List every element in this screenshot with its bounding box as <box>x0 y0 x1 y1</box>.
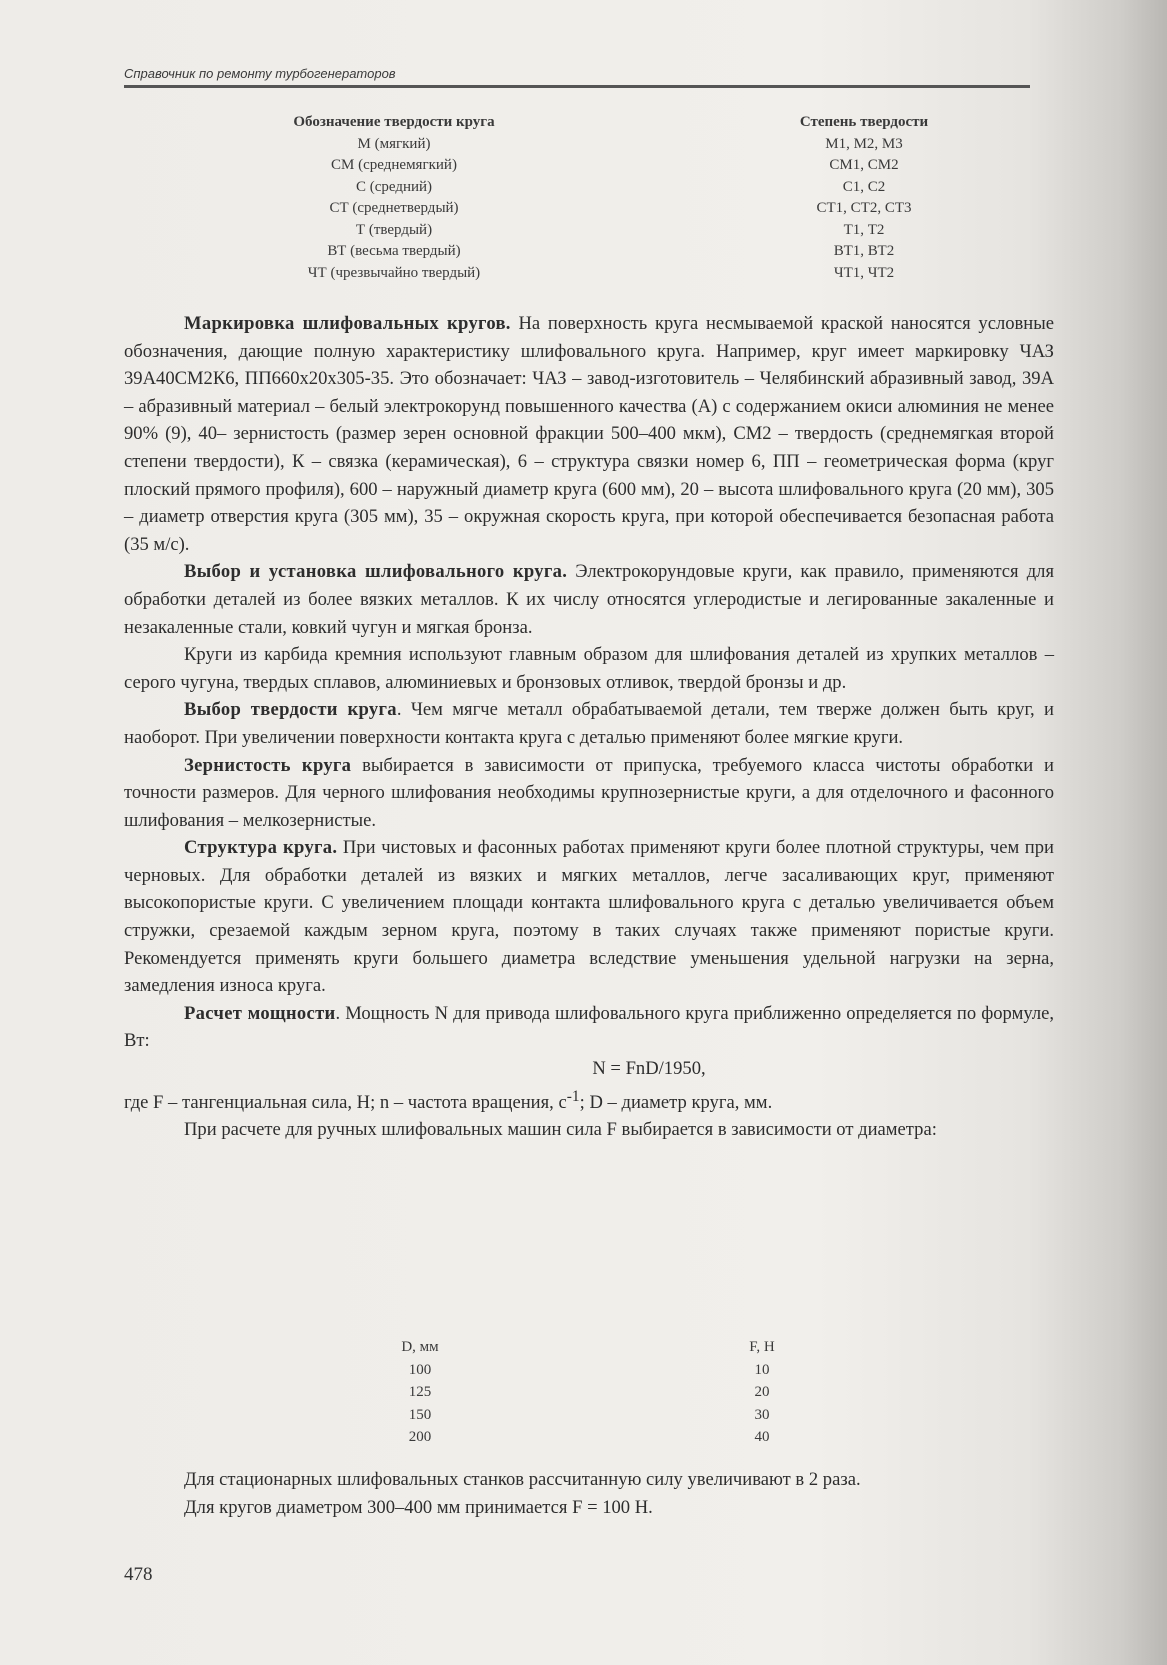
hardness-row-name: Т (твердый) <box>355 221 433 238</box>
hardness-row-grade: Т1, Т2 <box>843 221 885 238</box>
hardness-row-grade: СМ1, СМ2 <box>829 157 899 173</box>
paragraph-where <box>124 1083 1054 1117</box>
force-row-f: 40 <box>754 1429 770 1445</box>
marking-text: На поверхность круга несмываемой краской наносятся условные обозначения, дающие полную характеристику шлифовального круга. Например, круг имеет маркировку ЧАЗ 39А40СМ2К6, ПП660х20х305-35. Это обозначает: ЧАЗ – завод-изготовитель – Челябинский абразивный завод, 39А – абразивный материал – белый электрокорунд повышенного качества (А) с содержанием окиси алюминия не менее 90% (9), 40– зернистость (размер зерен основной фракции 500–400 мкм), СМ2 – твердость (среднемягкая второй степени твердости), К – связка (керамическая), 6 – структура связки номер 6, ПП – геометрическая форма (круг плоский прямого профиля), 600 – наружный диаметр круга (600 мм), 20 – высота шлифовального круга (20 мм), 305 – диаметр отверстия круга (305 мм), 35 – окружная скорость круга, при которой обеспечивается безопасная работа (35 м/с). <box>124 313 1054 555</box>
force-row-f: 10 <box>754 1361 770 1378</box>
tail-line-2: Для кругов диаметром 300–400 мм принимается F = 100 Н. <box>184 1496 653 1518</box>
hardness-row-name: ВТ (весьма твердый) <box>327 243 461 259</box>
hardness-row-grade: М1, М2, М3 <box>825 135 903 152</box>
hardness-grade-column <box>764 112 964 284</box>
power-formula: N = FnD/1950, <box>592 1058 706 1080</box>
hardness-row-grade: ВТ1, ВТ2 <box>833 243 895 259</box>
where-pre: где F – тангенциальная сила, Н; n – частота вращения, с <box>124 1091 567 1113</box>
power-text: . Мощность N для привода шлифовального круга приближенно определяется по формуле, Вт: <box>124 1002 1054 1052</box>
force-header-f: F, Н <box>749 1339 775 1355</box>
hardness-row-grade: СТ1, СТ2, СТ3 <box>816 200 912 216</box>
force-row-d: 200 <box>408 1429 432 1445</box>
hardness-designation-column <box>244 112 544 284</box>
tail-line-1: Для стационарных шлифовальных станков рассчитанную силу увеличивают в 2 раза. <box>184 1469 861 1490</box>
grain-text: выбирается в зависимости от припуска, требуемого класса чистоты обработки и точности размеров. Для черного шлифования необходимы крупнозернистые круги, а для отделочного и фасонного шлифования – мелкозернистые. <box>124 754 1054 831</box>
paragraph-choice <box>124 558 1054 641</box>
hardness-row-name: СМ (среднемягкий) <box>331 157 457 173</box>
paragraph-power <box>124 1000 1054 1055</box>
force-row-f: 20 <box>754 1384 770 1400</box>
force-diameter-column <box>380 1336 460 1449</box>
hardness-row-name: М (мягкий) <box>357 135 431 152</box>
hardness-row-grade: ЧТ1, ЧТ2 <box>833 264 895 281</box>
force-row-f: 30 <box>754 1406 770 1423</box>
force-row-d: 150 <box>408 1406 432 1423</box>
force-value-column <box>722 1336 802 1449</box>
hardness-header-right: Степень твердости <box>799 114 929 130</box>
paragraph-marking <box>124 310 1054 558</box>
page-number: 478 <box>124 1564 153 1585</box>
where-sup: -1 <box>566 1087 580 1105</box>
hardness-row-name: СТ (среднетвердый) <box>329 200 459 216</box>
hardness-header-left: Обозначение твердости круга <box>293 114 495 130</box>
paragraph-structure <box>124 834 1054 1000</box>
force-row-d: 100 <box>408 1361 432 1378</box>
tail-text <box>124 1466 1054 1521</box>
structure-text: При чистовых и фасонных работах применяют круги более плотной структуры, чем при черновых. Для обработки деталей из вязких и мягких металлов, легче засаливающих круг, применяют высокопористые круги. С увеличением площади контакта шлифовального круга с деталью увеличивается объем стружки, срезаемой каждым зерном круга, поэтому в таких случаях также применяют пористые круги. Рекомендуется применять круги большего диаметра вследствие уменьшения удельной нагрузки на зерна, замедления износа круга. <box>124 837 1054 997</box>
hardness-row-name: ЧТ (чрезвычайно твердый) <box>307 264 481 281</box>
body-text <box>124 310 1054 1144</box>
grain-title: Зернистость круга <box>184 754 352 776</box>
choice-text: Электрокорундовые круги, как правило, применяются для обработки деталей из более вязких металлов. К их числу относятся углеродистые и легированные закаленные и незакаленные стали, ковкий чугун и мягкая бронза. <box>124 561 1054 638</box>
where-post: ; D – диаметр круга, мм. <box>579 1091 773 1113</box>
hardness-title: Выбор твердости круга <box>184 699 397 721</box>
hardness-row-name: С (средний) <box>355 178 433 195</box>
force-row-d: 125 <box>408 1384 432 1400</box>
paragraph-manual: При расчете для ручных шлифовальных машин сила F выбирается в зависимости от диаметра: <box>184 1119 937 1141</box>
paragraph-sic: Круги из карбида кремния используют главным образом для шлифования деталей из хрупких металлов – серого чугуна, твердых сплавов, алюминиевых и бронзовых отливок, твердой бронзы и др. <box>124 644 1054 693</box>
force-header-d: D, мм <box>401 1339 439 1355</box>
marking-title: Маркировка шлифовальных кругов. <box>184 313 511 334</box>
power-title: Расчет мощности <box>184 1002 336 1024</box>
choice-title: Выбор и установка шлифовального круга. <box>184 561 568 583</box>
paragraph-grain <box>124 752 1054 835</box>
paragraph-hardness <box>124 696 1054 751</box>
running-head: Справочник по ремонту турбогенераторов <box>124 66 1030 88</box>
hardness-row-grade: С1, С2 <box>842 178 886 195</box>
hardness-text: . Чем мягче металл обрабатываемой детали, тем тверже должен быть круг, и наоборот. При увеличении поверхности контакта круга с деталью применяют более мягкие круги. <box>124 699 1054 748</box>
structure-title: Структура круга. <box>184 837 338 859</box>
